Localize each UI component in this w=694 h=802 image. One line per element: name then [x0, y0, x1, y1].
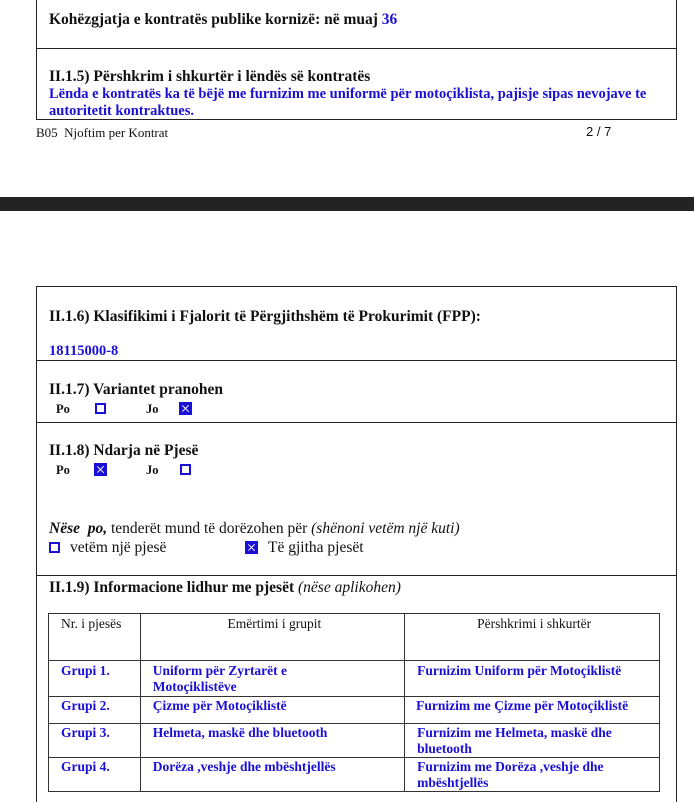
note-text: tenderët mund të dorëzohen për — [107, 520, 312, 537]
table-row — [49, 697, 660, 724]
section-heading-218: II.1.8) Ndarja në Pjesë — [49, 442, 199, 459]
group-name-cell: Uniform për Zyrtarët e Motoçiklistëve — [140, 661, 404, 697]
lots-table — [48, 613, 660, 792]
description-cell: Furnizim me Dorëza ,veshje dhe mbështjellës — [405, 758, 660, 792]
section-heading-217: II.1.7) Variantet pranohen — [49, 381, 223, 398]
contract-duration — [49, 11, 397, 29]
divider — [36, 422, 677, 423]
lots-option-po-label: Po — [56, 463, 70, 477]
note-hint: (shënoni vetëm një kuti) — [311, 520, 460, 537]
contract-duration-value: 36 — [381, 11, 398, 28]
section-heading-215: II.1.5) Përshkrim i shkurtër i lëndës së kontratës — [49, 68, 371, 85]
lot-number-cell: Grupi 3. — [49, 724, 141, 758]
group-name-cell: Çizme për Motoçiklistë — [140, 697, 404, 724]
group-name-cell: Helmeta, maskë dhe bluetooth — [140, 724, 404, 758]
description-cell: Furnizim me Helmeta, maskë dhe bluetooth — [405, 724, 660, 758]
cpv-code: 18115000-8 — [49, 343, 119, 359]
table-header-row — [49, 614, 660, 661]
table-row — [49, 661, 660, 697]
lots-submission-note — [49, 502, 460, 538]
page-separator — [0, 197, 694, 211]
only-one-lot-checkbox[interactable] — [49, 542, 60, 553]
all-lots-checkbox[interactable] — [246, 542, 257, 553]
column-header-group-name: Emërtimi i grupit — [140, 614, 404, 661]
lot-number-cell: Grupi 4. — [49, 758, 141, 792]
contract-description — [49, 86, 674, 120]
column-header-lot-number: Nr. i pjesës — [49, 614, 141, 661]
variants-option-po-label: Po — [56, 402, 70, 416]
contract-description-line1: Lënda e kontratës ka të bëjë me furnizim me uniformë për motoçiklista, pajisje sipas nevojave te — [49, 86, 647, 102]
group-name-cell: Dorëza ,veshje dhe mbështjellës — [140, 758, 404, 792]
note-prefix: Nëse po, — [49, 520, 108, 537]
divider — [36, 575, 677, 576]
footer-doc-name: B05 Njoftim per Kontrat — [36, 125, 169, 140]
column-header-description: Përshkrimi i shkurtër — [405, 614, 660, 661]
section-heading-219 — [49, 579, 401, 597]
lot-number-cell: Grupi 2. — [49, 697, 141, 724]
section-heading-219-title: II.1.9) Informacione lidhur me pjesët — [49, 579, 295, 596]
contract-duration-label: Kohëzgjatja e kontratës publike kornizë: në muaj — [49, 11, 378, 28]
description-cell: Furnizim Uniform për Motoçiklistë — [405, 661, 660, 697]
lots-po-checkbox[interactable] — [95, 464, 106, 475]
lots-option-jo-label: Jo — [146, 463, 159, 477]
lot-number-cell: Grupi 1. — [49, 661, 141, 697]
lots-jo-checkbox[interactable] — [180, 464, 191, 475]
contract-description-line2: autoritetit kontraktues. — [49, 103, 194, 119]
only-one-lot-label: vetëm një pjesë — [70, 539, 167, 556]
divider — [36, 360, 677, 361]
section-heading-216: II.1.6) Klasifikimi i Fjalorit të Përgjithshëm të Prokurimit (FPP): — [49, 308, 481, 325]
variants-jo-checkbox[interactable] — [180, 403, 191, 414]
variants-po-checkbox[interactable] — [95, 403, 106, 414]
table-row — [49, 758, 660, 792]
variants-option-jo-label: Jo — [146, 402, 159, 416]
description-cell: Furnizim me Çizme për Motoçiklistë — [405, 697, 660, 724]
table-row — [49, 724, 660, 758]
all-lots-label: Të gjitha pjesët — [268, 539, 364, 556]
divider — [36, 48, 677, 49]
section-heading-219-hint: (nëse aplikohen) — [298, 579, 401, 596]
footer-page-number: 2 / 7 — [586, 124, 612, 139]
